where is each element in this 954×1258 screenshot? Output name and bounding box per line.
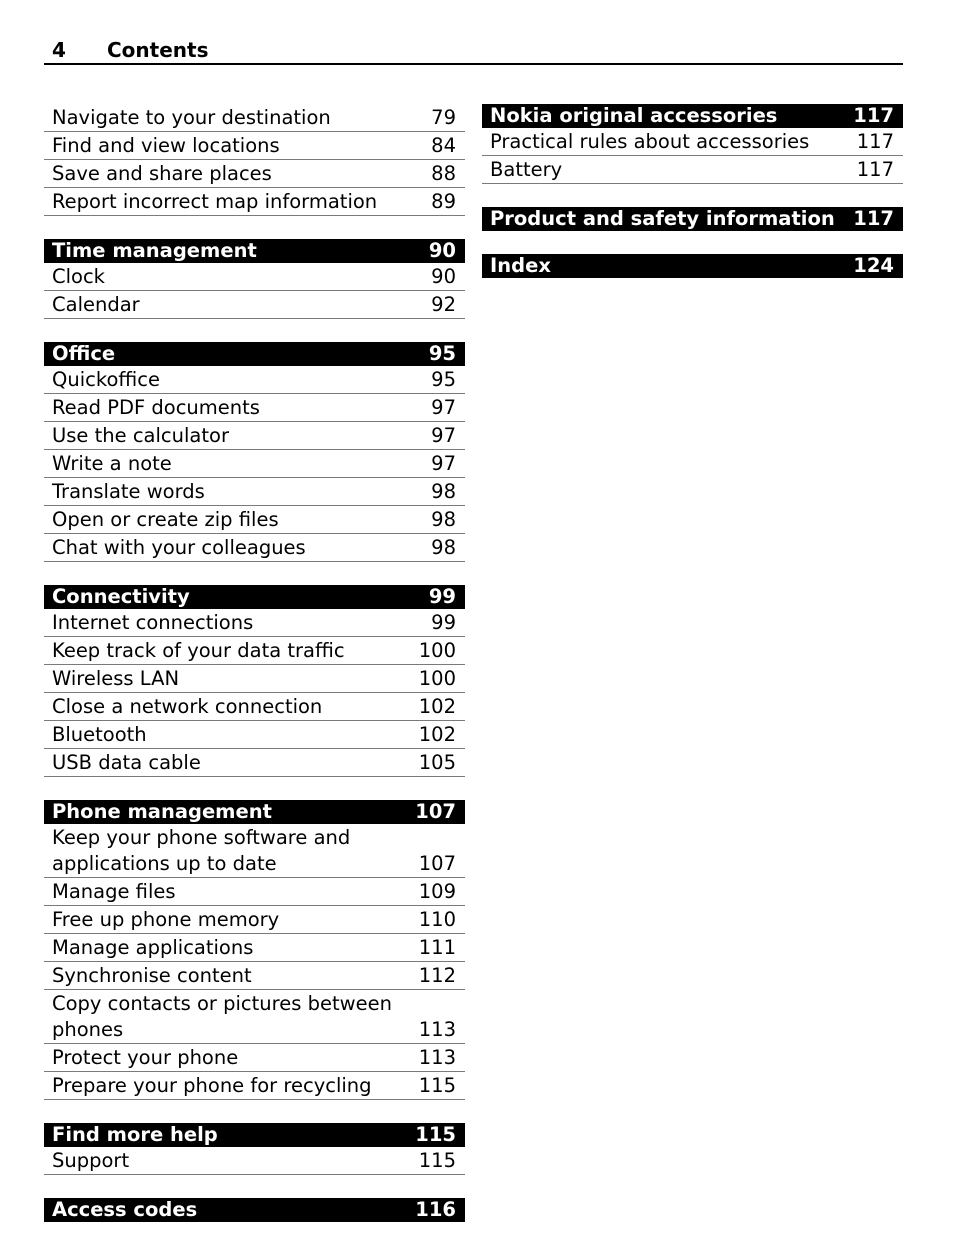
toc-entry[interactable]	[44, 721, 465, 749]
toc-left-column	[44, 104, 465, 1245]
toc-section-heading[interactable]	[482, 207, 903, 231]
toc-section-page: 116	[415, 1198, 456, 1221]
toc-entry-page: 98	[431, 480, 456, 503]
toc-section-office	[44, 342, 465, 562]
toc-entry-label: Synchronise content	[52, 964, 252, 987]
toc-section-heading[interactable]	[482, 104, 903, 128]
toc-entry-page: 89	[431, 190, 456, 213]
toc-entry[interactable]	[44, 934, 465, 962]
toc-entry-page: 111	[418, 936, 456, 959]
toc-section-title: Office	[52, 342, 116, 365]
toc-section-title: Find more help	[52, 1123, 218, 1146]
toc-entry-page: 98	[431, 508, 456, 531]
toc-entry-label: Read PDF documents	[52, 396, 260, 419]
toc-entry-page: 117	[856, 130, 894, 153]
toc-entry[interactable]	[482, 156, 903, 184]
toc-section-title: Product and safety information	[490, 207, 835, 230]
toc-section-title: Time management	[52, 239, 257, 262]
page-title: Contents	[107, 38, 209, 62]
toc-entry-page: 102	[418, 723, 456, 746]
toc-entry[interactable]	[44, 665, 465, 693]
toc-section-heading[interactable]	[44, 342, 465, 366]
toc-entry[interactable]	[44, 478, 465, 506]
toc-entry[interactable]	[44, 962, 465, 990]
toc-entry-label: Manage applications	[52, 936, 254, 959]
toc-entry-page: 95	[431, 368, 456, 391]
toc-entry-label: Open or create zip files	[52, 508, 279, 531]
toc-entry-label: Report incorrect map information	[52, 190, 378, 213]
toc-entry-label: Save and share places	[52, 162, 272, 185]
toc-entry[interactable]	[44, 534, 465, 562]
toc-entry[interactable]	[44, 906, 465, 934]
toc-entry[interactable]	[44, 749, 465, 777]
toc-entry-label: Use the calculator	[52, 424, 229, 447]
toc-section-page: 117	[853, 104, 894, 127]
toc-entry-page: 97	[431, 424, 456, 447]
toc-entry-page: 92	[431, 293, 456, 316]
toc-entry-label: Keep track of your data traffic	[52, 639, 345, 662]
toc-section-page: 95	[428, 342, 456, 365]
toc-section-heading[interactable]	[44, 1198, 465, 1222]
toc-entry[interactable]	[44, 878, 465, 906]
toc-entry-label: Quickoffice	[52, 368, 160, 391]
toc-section-heading[interactable]	[44, 585, 465, 609]
toc-entry[interactable]	[44, 1072, 465, 1100]
toc-section-page: 99	[428, 585, 456, 608]
toc-entry[interactable]	[44, 824, 465, 878]
toc-section-page: 117	[853, 207, 894, 230]
toc-entry-label: Copy contacts or pictures between phones	[52, 992, 392, 1041]
toc-section-connectivity	[44, 585, 465, 777]
toc-entry[interactable]	[44, 637, 465, 665]
toc-entry-label: Write a note	[52, 452, 172, 475]
toc-entry-page: 99	[431, 611, 456, 634]
toc-entry-label: Chat with your colleagues	[52, 536, 306, 559]
toc-entry[interactable]	[44, 609, 465, 637]
toc-entry-label: Internet connections	[52, 611, 254, 634]
toc-entry[interactable]	[44, 263, 465, 291]
toc-entry-page: 110	[418, 908, 456, 931]
toc-entry[interactable]	[44, 1044, 465, 1072]
page-number: 4	[52, 38, 66, 62]
toc-entry-label: Translate words	[52, 480, 205, 503]
toc-entry-page: 113	[418, 1046, 456, 1069]
toc-entry-page: 112	[418, 964, 456, 987]
toc-section-page: 115	[415, 1123, 456, 1146]
toc-section-page: 107	[415, 800, 456, 823]
toc-entry-label: Protect your phone	[52, 1046, 239, 1069]
toc-entry-label: Support	[52, 1149, 130, 1172]
toc-section-index	[482, 254, 903, 278]
toc-section-title: Access codes	[52, 1198, 198, 1221]
toc-entry-label: Bluetooth	[52, 723, 147, 746]
toc-entry-page: 100	[418, 639, 456, 662]
toc-entry-label: Wireless LAN	[52, 667, 180, 690]
toc-entry[interactable]	[44, 506, 465, 534]
toc-entry-page: 84	[431, 134, 456, 157]
toc-section-title: Index	[490, 254, 551, 277]
page-header	[44, 36, 903, 65]
toc-section-heading[interactable]	[44, 1123, 465, 1147]
toc-entry[interactable]	[44, 422, 465, 450]
toc-entry-label: Close a network connection	[52, 695, 323, 718]
toc-entry-page: 100	[418, 667, 456, 690]
toc-entry[interactable]	[44, 990, 465, 1044]
toc-entry[interactable]	[44, 291, 465, 319]
toc-entry-page: 115	[418, 1149, 456, 1172]
toc-entry-page: 113	[418, 1018, 456, 1041]
toc-section-phone-management	[44, 800, 465, 1100]
toc-entry-label: Keep your phone software and applications up to date	[52, 826, 351, 875]
toc-section-heading[interactable]	[44, 239, 465, 263]
toc-section-page: 124	[853, 254, 894, 277]
toc-right-column	[482, 104, 903, 301]
toc-entry[interactable]	[44, 160, 465, 188]
toc-section-time-management	[44, 239, 465, 319]
toc-entry-page: 88	[431, 162, 456, 185]
toc-section-title: Phone management	[52, 800, 272, 823]
toc-entry[interactable]	[44, 132, 465, 160]
toc-entry-label: Free up phone memory	[52, 908, 280, 931]
toc-entry-page: 97	[431, 396, 456, 419]
toc-entry-page: 90	[431, 265, 456, 288]
toc-entry[interactable]	[44, 394, 465, 422]
toc-entry-page: 115	[418, 1074, 456, 1097]
toc-section-page: 90	[428, 239, 456, 262]
toc-entry-page: 98	[431, 536, 456, 559]
toc-entry[interactable]	[44, 366, 465, 394]
toc-section-title: Connectivity	[52, 585, 190, 608]
toc-entry-label: Manage files	[52, 880, 176, 903]
toc-section-heading[interactable]	[482, 254, 903, 278]
toc-section-heading[interactable]	[44, 800, 465, 824]
toc-entry-label: Prepare your phone for recycling	[52, 1074, 372, 1097]
toc-section-nokia-original-accessories	[482, 104, 903, 184]
toc-section-find-more-help	[44, 1123, 465, 1175]
toc-entry-label: Battery	[490, 158, 563, 181]
toc-entry-label: Practical rules about accessories	[490, 130, 810, 153]
toc-intro-group	[44, 104, 465, 216]
toc-entry-label: Find and view locations	[52, 134, 280, 157]
toc-entry[interactable]	[44, 1147, 465, 1175]
toc-entry[interactable]	[482, 128, 903, 156]
toc-entry[interactable]	[44, 188, 465, 216]
toc-entry-page: 79	[431, 106, 456, 129]
toc-entry-page: 107	[418, 852, 456, 875]
toc-entry-label: Calendar	[52, 293, 140, 316]
toc-entry-page: 97	[431, 452, 456, 475]
toc-entry-label: USB data cable	[52, 751, 201, 774]
toc-entry-page: 105	[418, 751, 456, 774]
toc-entry[interactable]	[44, 104, 465, 132]
toc-section-access-codes	[44, 1198, 465, 1222]
toc-section-product-and-safety-information	[482, 207, 903, 231]
toc-entry[interactable]	[44, 693, 465, 721]
toc-entry-page: 109	[418, 880, 456, 903]
toc-entry-page: 117	[856, 158, 894, 181]
toc-entry[interactable]	[44, 450, 465, 478]
toc-section-title: Nokia original accessories	[490, 104, 778, 127]
toc-entry-label: Clock	[52, 265, 105, 288]
toc-entry-label: Navigate to your destination	[52, 106, 331, 129]
toc-entry-page: 102	[418, 695, 456, 718]
